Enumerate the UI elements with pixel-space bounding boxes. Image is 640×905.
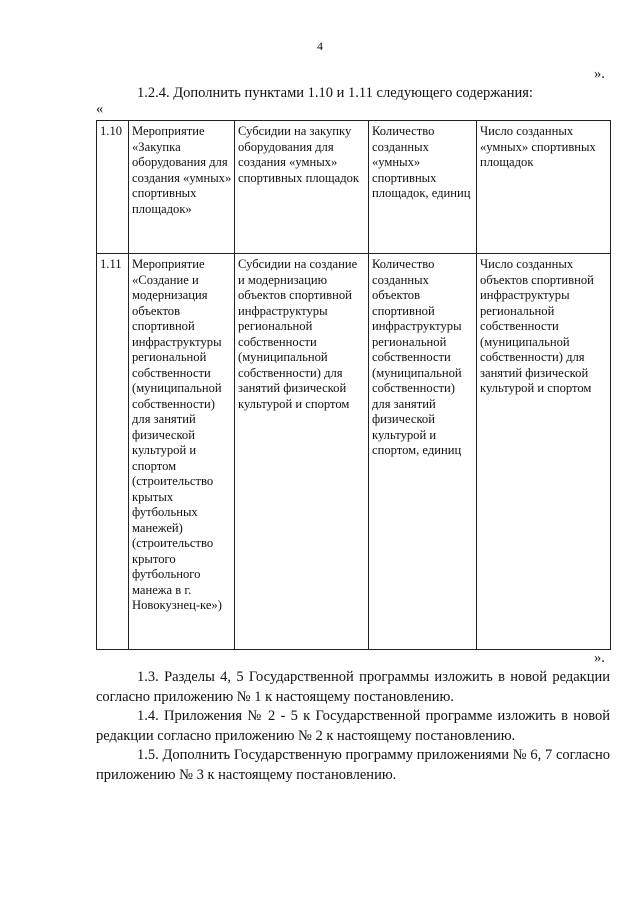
table-row xyxy=(97,121,611,254)
table-row xyxy=(97,254,611,650)
indicator-cell: Количество созданных объектов спортивной инфраструктуры региональной собственности (муниципальной собственности) для занятий физической культурой и спортом, единиц xyxy=(369,254,477,650)
body-paragraph: 1.4. Приложения № 2 - 5 к Государственной программе изложить в новой редакции согласно приложению № 2 к настоящему постановлению. xyxy=(96,708,610,744)
event-cell: Мероприятие «Закупка оборудования для создания «умных» спортивных площадок» xyxy=(129,121,235,254)
indicator-cell: Количество созданных «умных» спортивных площадок, единиц xyxy=(369,121,477,254)
intro-paragraph: 1.2.4. Дополнить пунктами 1.10 и 1.11 следующего содержания: xyxy=(137,85,533,101)
row-number: 1.11 xyxy=(97,254,129,650)
amendment-table xyxy=(96,120,611,650)
subsidy-cell: Субсидии на закупку оборудования для создания «умных» спортивных площадок xyxy=(235,121,369,254)
row-number: 1.10 xyxy=(97,121,129,254)
page-number: 4 xyxy=(317,39,323,53)
result-cell: Число созданных объектов спортивной инфраструктуры региональной собственности (муниципальной собственности) для занятий физической культурой и спортом xyxy=(477,254,611,650)
body-paragraph: 1.3. Разделы 4, 5 Государственной программы изложить в новой редакции согласно приложению № 1 к настоящему постановлению. xyxy=(96,669,610,705)
closing-quote-top: ». xyxy=(594,66,605,82)
closing-quote-table: ». xyxy=(594,650,605,666)
event-cell: Мероприятие «Создание и модернизация объектов спортивной инфраструктуры региональной собственности (муниципальной собственности) для занятий физической культурой и спортом (строительство крытых футбольных манежей) (строительство крытого футбольного манежа в г. Новокузнец-ке») xyxy=(129,254,235,650)
result-cell: Число созданных «умных» спортивных площадок xyxy=(477,121,611,254)
opening-quote: « xyxy=(96,101,104,117)
subsidy-cell: Субсидии на создание и модернизацию объектов спортивной инфраструктуры региональной собственности (муниципальной собственности) для занятий физической культурой и спортом xyxy=(235,254,369,650)
body-paragraph: 1.5. Дополнить Государственную программу приложениями № 6, 7 согласно приложению № 3 к настоящему постановлению. xyxy=(96,747,610,783)
